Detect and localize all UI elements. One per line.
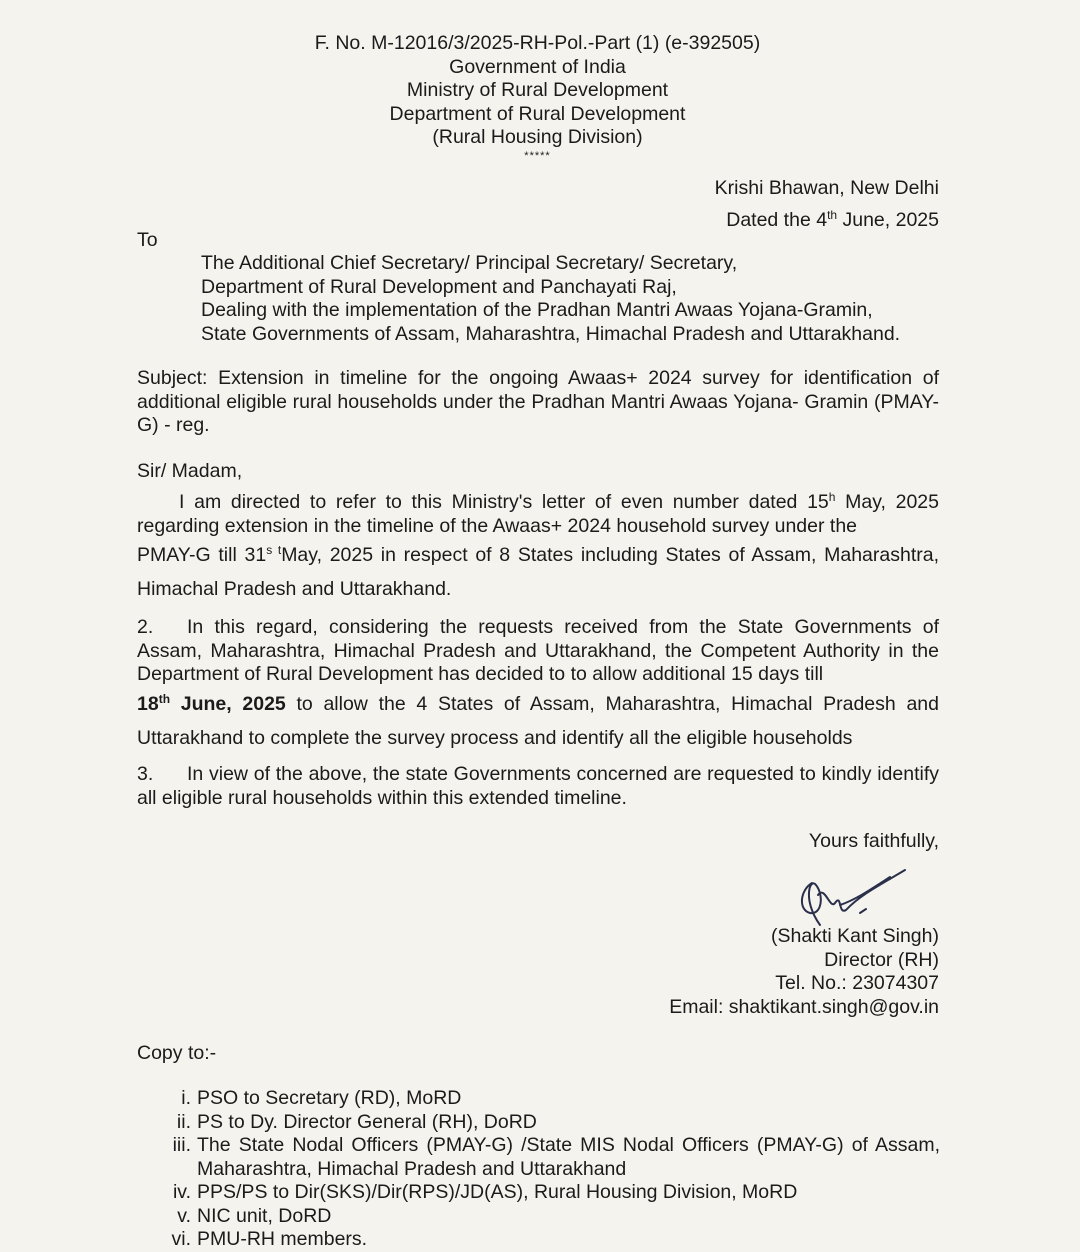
division-name: (Rural Housing Division) xyxy=(432,126,643,148)
department-name: Department of Rural Development xyxy=(389,102,686,125)
file-number: F. No. M-12016/3/2025-RH-Pol.-Part (1) (e-392505) xyxy=(314,32,761,54)
paragraph-number: 3. xyxy=(137,763,154,785)
paragraph-3: 3. In view of the above, the state Governments concerned are requested to kindly identify all eligible rural households within this extended timeline. xyxy=(137,763,939,809)
copy-to-list xyxy=(150,1087,940,1252)
deadline-date: 18th June, 2025 xyxy=(137,691,286,715)
closing: Yours faithfully, xyxy=(808,830,939,852)
addressee-line: The Additional Chief Secretary/ Principal Secretary/ Secretary, xyxy=(201,252,738,274)
list-item: v. NIC unit, DoRD xyxy=(177,1204,332,1227)
place-and-date xyxy=(715,172,939,236)
list-item: ii. PS to Dy. Director General (RH), DoRD xyxy=(176,1110,537,1133)
list-item: vi. PMU-RH members. xyxy=(171,1228,368,1250)
letter-header xyxy=(0,32,1075,162)
addressee-line: Department of Rural Development and Panchayati Raj, xyxy=(201,275,677,298)
government-name: Government of India xyxy=(449,55,626,78)
header-stars: ***** xyxy=(524,149,551,162)
list-item: i. PSO to Secretary (RD), MoRD xyxy=(181,1087,462,1109)
signatory-designation: Director (RH) xyxy=(824,948,939,971)
paragraph-1: I am directed to refer to this Ministry's letter of even number dated 15$^h$ May, 2025 regarding extension in the timeline of the Awaas+ 2024 household survey under the PMAY-G till $31^{s t}May$, 2025 in respect of 8 States including States of Assam, Maharashtra, Himachal Pradesh and Uttarakhand. xyxy=(137,490,940,600)
signatory-name: (Shakti Kant Singh) xyxy=(770,925,939,947)
to-label: To xyxy=(137,229,158,251)
signatory-tel: Tel. No.: 23074307 xyxy=(775,972,939,994)
signatory-block xyxy=(669,925,939,1019)
addressee-line: State Governments of Assam, Maharashtra, Himachal Pradesh and Uttarakhand. xyxy=(201,322,901,345)
signatory-email: Email: shaktikant.singh@gov.in xyxy=(669,995,939,1018)
addressee-line: Dealing with the implementation of the Pradhan Mantri Awaas Yojana-Gramin, xyxy=(201,299,873,321)
salutation: Sir/ Madam, xyxy=(137,460,243,482)
ministry-name: Ministry of Rural Development xyxy=(406,79,669,101)
list-item: iv. PPS/PS to Dir(SKS)/Dir(RPS)/JD(AS), Rural Housing Division, MoRD xyxy=(172,1181,798,1203)
paragraph-2: 2. In this regard, considering the requests received from the State Governments of Assam, Maharashtra, Himachal Pradesh and Uttarakhand, the Competent Authority in the Department of Rural Development has decided to to allow additional 15 days till 18th June, 2025 to allow the 4 States of Assam, Maharashtra, Himachal Pradesh and Uttarakhand to complete the survey process and identify all the eligible households xyxy=(137,616,939,749)
letter-date: Dated the 4th June, 2025 xyxy=(726,208,939,231)
location: Krishi Bhawan, New Delhi xyxy=(714,177,939,199)
addressee-block xyxy=(201,252,941,346)
list-item: iii. The State Nodal Officers (PMAY-G) /State MIS Nodal Officers (PMAY-G) of Assam, Maharashtra, Himachal Pradesh and Uttarakhand xyxy=(172,1134,940,1180)
paragraph-number: 2. xyxy=(137,616,154,638)
subject-line: Subject: Extension in timeline for the ongoing Awaas+ 2024 survey for identification of additional eligible rural households under the Pradhan Mantri Awaas Yojana- Gramin (PMAY-G) - reg. xyxy=(137,367,939,436)
copy-to-label: Copy to:- xyxy=(137,1042,217,1064)
